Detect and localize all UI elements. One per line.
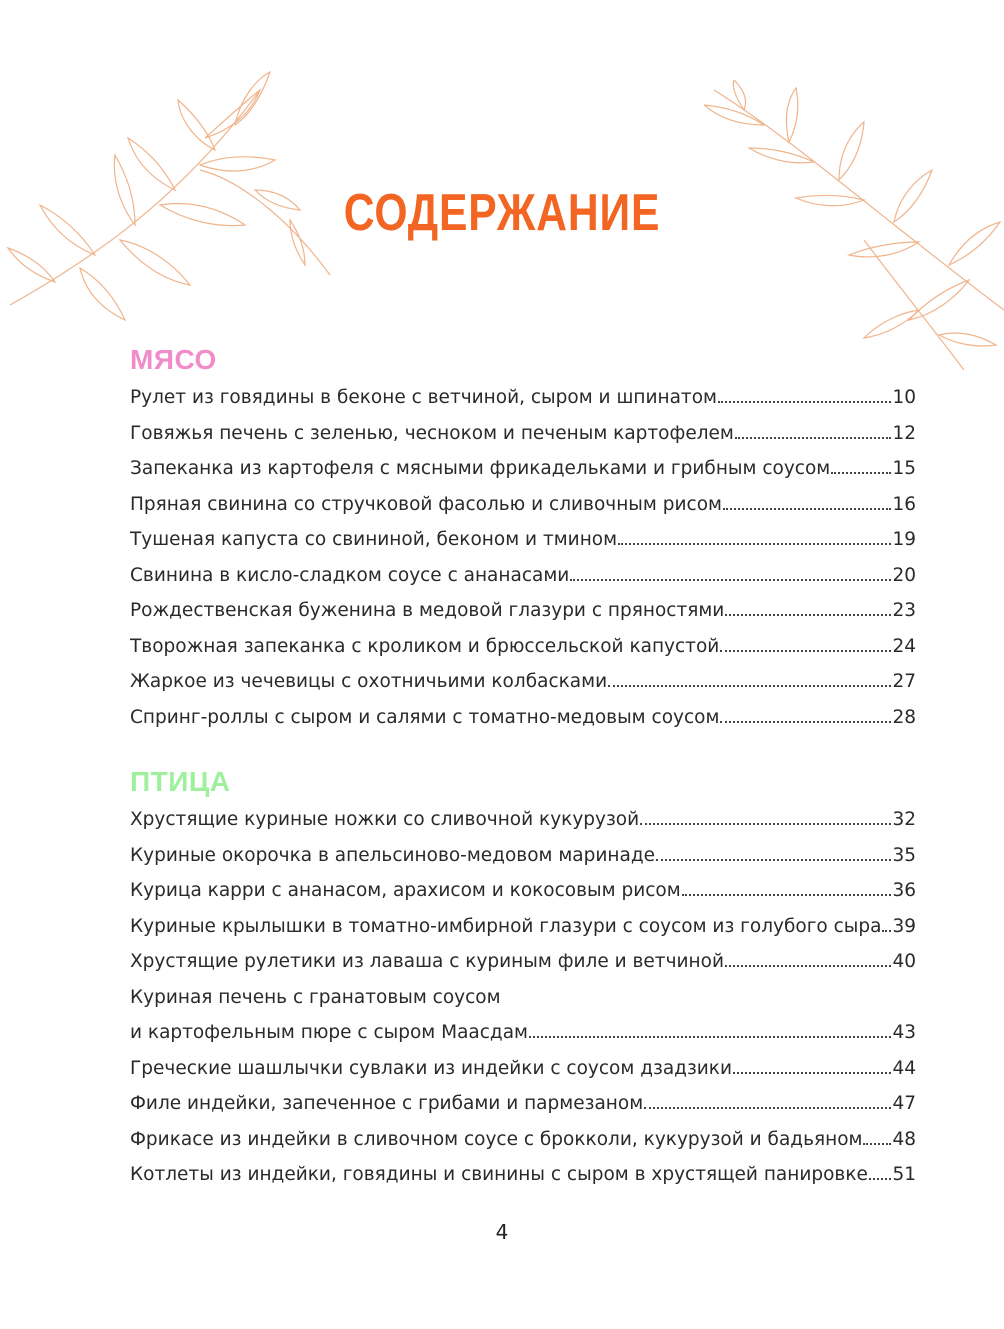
section-poultry [130,762,916,1193]
toc-entry-page: 51 [892,1164,916,1185]
toc-entry-page: 44 [892,1057,916,1079]
toc-entry-title: Запеканка из картофеля с мясными фрикадельками и грибным соусом [130,458,831,479]
section-heading-poultry: ПТИЦА [130,766,231,797]
dot-leader [725,964,891,967]
toc-entry[interactable] [130,522,916,558]
toc-entry-title: Пряная свинина со стручковой фасолью и сливочным рисом [130,493,722,515]
toc-entry-page: 16 [892,493,916,515]
toc-entry-page: 39 [892,915,916,937]
dot-leader [723,507,891,510]
toc-entry[interactable] [130,664,916,700]
toc-entry-title: Говяжья печень с зеленью, чесноком и печеным картофелем [130,422,734,444]
dot-leader [644,1106,891,1109]
toc-entry-page: 48 [892,1128,916,1150]
toc-entry-page: 12 [892,422,916,444]
toc-entry[interactable] [130,700,916,736]
toc-entry[interactable] [130,1015,916,1051]
toc-entry-title: Куриные крылышки в томатно-имбирной глазури с соусом из голубого сыра [130,915,882,937]
toc-entry[interactable] [130,838,916,874]
dot-leader [720,649,891,652]
toc-entry[interactable] [130,593,916,629]
toc-entry[interactable] [130,944,916,980]
toc-entry-page: 20 [892,564,916,586]
dot-leader [863,1142,891,1145]
dot-leader [735,436,892,439]
dot-leader [682,893,892,896]
toc-entry-title: Курица карри с ананасом, арахисом и кокосовым рисом [130,880,681,901]
toc-entry-page: 19 [892,529,916,550]
dot-leader [529,1035,891,1038]
toc-entry-title: и картофельным пюре с сыром Маасдам [130,1022,529,1043]
toc-entry-title: Фрикасе из индейки в сливочном соусе с брокколи, кукурузой и бадьяном [130,1128,863,1150]
dot-leader [869,1177,892,1180]
toc-list-meat [130,380,916,735]
toc-entry[interactable] [130,873,916,909]
toc-entry-page: 43 [892,1022,916,1043]
dot-leader [882,929,891,932]
toc-list-poultry [130,802,916,1193]
toc-entry-title: Куриные окорочка в апельсиново-медовом маринаде [130,844,656,866]
toc-entry[interactable] [130,1157,916,1193]
toc-entry[interactable] [130,1051,916,1087]
dot-leader [720,720,891,723]
toc-entry[interactable] [130,416,916,452]
toc-entry-line[interactable] [130,980,916,1016]
dot-leader [570,578,891,581]
toc-entry[interactable] [130,558,916,594]
toc-entry[interactable] [130,380,916,416]
dot-leader [733,1071,891,1074]
toc-entry[interactable] [130,629,916,665]
toc-entry-title: Тушеная капуста со свининой, беконом и тмином [130,529,618,550]
toc-entry[interactable] [130,451,916,487]
toc-entry-title: Рождественская буженина в медовой глазури с пряностями [130,600,725,621]
toc-entry-page: 40 [892,951,916,972]
toc-entry-title: Филе индейки, запеченное с грибами и пармезаном [130,1093,644,1114]
toc-entry-title: Куриная печень с гранатовым соусом [130,986,501,1008]
toc-entry-page: 23 [892,600,916,621]
toc-entry-title: Хрустящие куриные ножки со сливочной кукурузой [130,809,640,830]
toc-entry-title: Жаркое из чечевицы с охотничьими колбасками [130,671,608,692]
dot-leader [656,858,891,861]
toc-entry-page: 36 [892,880,916,901]
toc-entry-title: Свинина в кисло-сладком соусе с ананасами [130,564,570,586]
page-title: СОДЕРЖАНИЕ [343,183,661,242]
section-meat [130,340,916,735]
toc-entry[interactable] [130,1122,916,1158]
toc-entry[interactable] [130,487,916,523]
toc-entry-title: Спринг-роллы с сыром и салями с томатно-медовым соусом [130,706,720,728]
toc-entry[interactable] [130,909,916,945]
toc-entry-page: 10 [892,387,916,408]
toc-entry[interactable] [130,802,916,838]
dot-leader [831,471,891,474]
toc-entry-title: Греческие шашлычки сувлаки из индейки с соусом дзадзики [130,1057,733,1079]
toc-entry-page: 15 [892,458,916,479]
toc-entry-title: Хрустящие рулетики из лаваша с куриным филе и ветчиной [130,951,724,972]
toc-entry-title: Рулет из говядины в беконе с ветчиной, сыром и шпинатом [130,387,717,408]
toc-entry-page: 32 [892,809,916,830]
toc-entry-page: 35 [892,844,916,866]
dot-leader [725,613,891,616]
dot-leader [618,542,891,545]
page-number: 4 [495,1220,509,1244]
dot-leader [608,684,891,687]
toc-entry-title: Творожная запеканка с кроликом и брюссельской капустой [130,635,720,657]
toc-entry-page: 27 [892,671,916,692]
toc-entry-title: Котлеты из индейки, говядины и свинины с сыром в хрустящей панировке [130,1164,868,1185]
toc-entry-page: 47 [892,1093,916,1114]
toc-entry-page: 24 [892,635,916,657]
toc-entry-page: 28 [892,706,916,728]
section-heading-meat: МЯСО [130,344,217,375]
dot-leader [640,822,891,825]
toc-entry[interactable] [130,1086,916,1122]
dot-leader [718,400,891,403]
